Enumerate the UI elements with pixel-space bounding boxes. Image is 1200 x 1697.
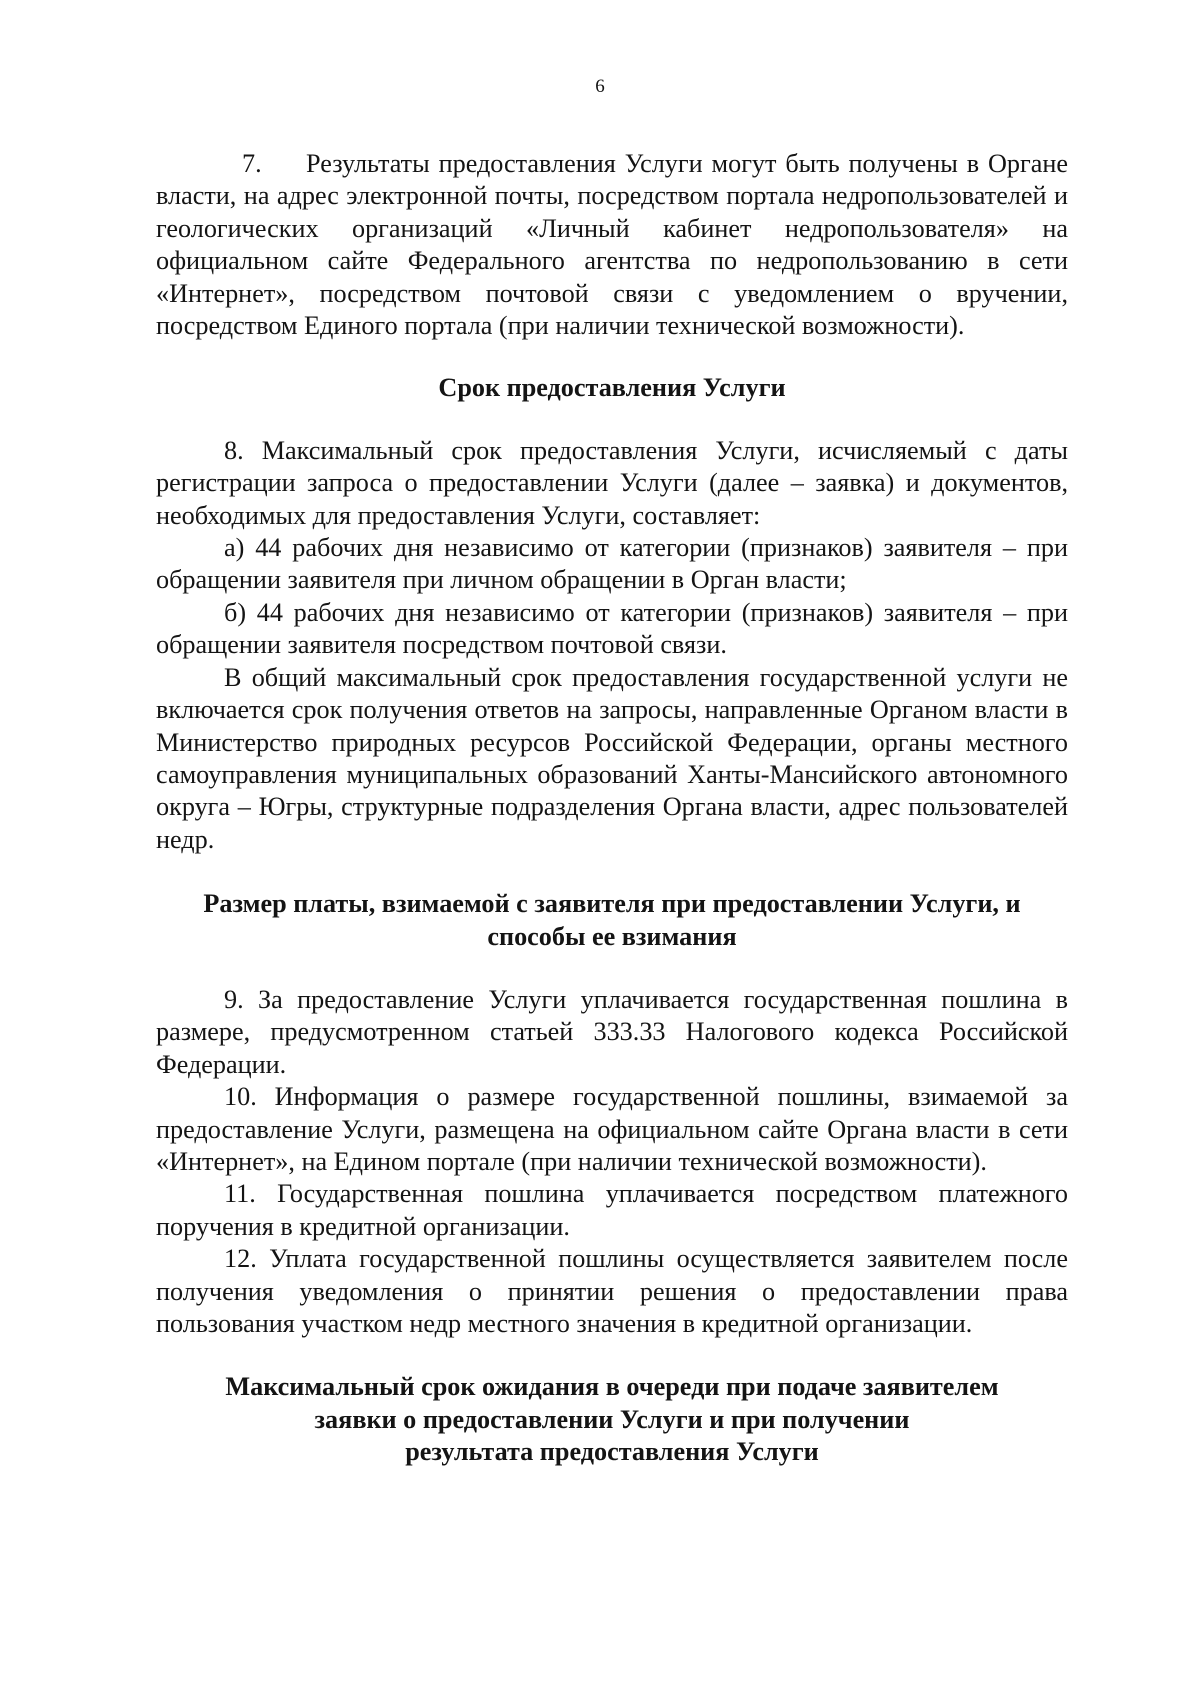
heading-service-term-text: Срок предоставления Услуги [438,373,786,403]
page-number: 6 [595,76,605,97]
paragraph-11: 11. Государственная пошлина уплачивается посредством платежного поручения в кредитной организации. [156,1179,1068,1241]
heading-fee-line-1: Размер платы, взимаемой с заявителя при предоставлении Услуги, и [203,889,1021,919]
paragraph-8: 8. Максимальный срок предоставления Услуги, исчисляемый с даты регистрации запроса о предоставлении Услуги (далее – заявка) и документов, необходимых для предоставления Услуги, составляет: [156,435,1068,530]
heading-queue-time-line-3: результата предоставления Услуги [405,1437,819,1467]
heading-service-term [156,372,1068,404]
paragraph-10: 10. Информация о размере государственной пошлины, взимаемой за предоставление Услуги, размещена на официальном сайте Органа власти в сети «Интернет», на Едином портале (при наличии технической возможности). [156,1082,1068,1176]
heading-queue-time [156,1371,1068,1468]
heading-fee [156,888,1068,953]
paragraph-8b: б) 44 рабочих дня независимо от категории (признаков) заявителя – при обращении заявителя посредством почтовой связи. [156,597,1068,660]
paragraph-8c: В общий максимальный срок предоставления государственной услуги не включается срок получения ответов на запросы, направленные Органом власти в Министерство природных ресурсов Российской Федерации, органы местного самоуправления муниципальных образований Ханты-Мансийского автономного округа – Югры, структурные подразделения Органа власти, адрес пользователей недр. [156,662,1068,854]
heading-fee-line-2: способы ее взимания [487,921,737,951]
paragraph-9: 9. За предоставление Услуги уплачивается государственная пошлина в размере, предусмотренном статьей 333.33 Налогового кодекса Российской Федерации. [156,984,1068,1079]
paragraph-7: 7. Результаты предоставления Услуги могут быть получены в Органе власти, на адрес электронной почты, посредством портала недропользователей и геологических организаций «Личный кабинет недропользователя» на официальном сайте Федерального агентства по недропользованию в сети «Интернет», посредством почтовой связи с уведомлением о вручении, посредством Единого портала (при наличии технической возможности). [156,149,1075,341]
heading-queue-time-line-2: заявки о предоставлении Услуги и при получении [314,1404,910,1434]
paragraph-8a: а) 44 рабочих дня независимо от категории (признаков) заявителя – при обращении заявителя при личном обращении в Орган власти; [156,533,1068,595]
heading-queue-time-line-1: Максимальный срок ожидания в очереди при подаче заявителем [225,1372,999,1402]
paragraph-12: 12. Уплата государственной пошлины осуществляется заявителем после получения уведомления о принятии решения о предоставлении права пользования участком недр местного значения в кредитной организации. [156,1244,1068,1338]
document-body [156,148,1075,1469]
